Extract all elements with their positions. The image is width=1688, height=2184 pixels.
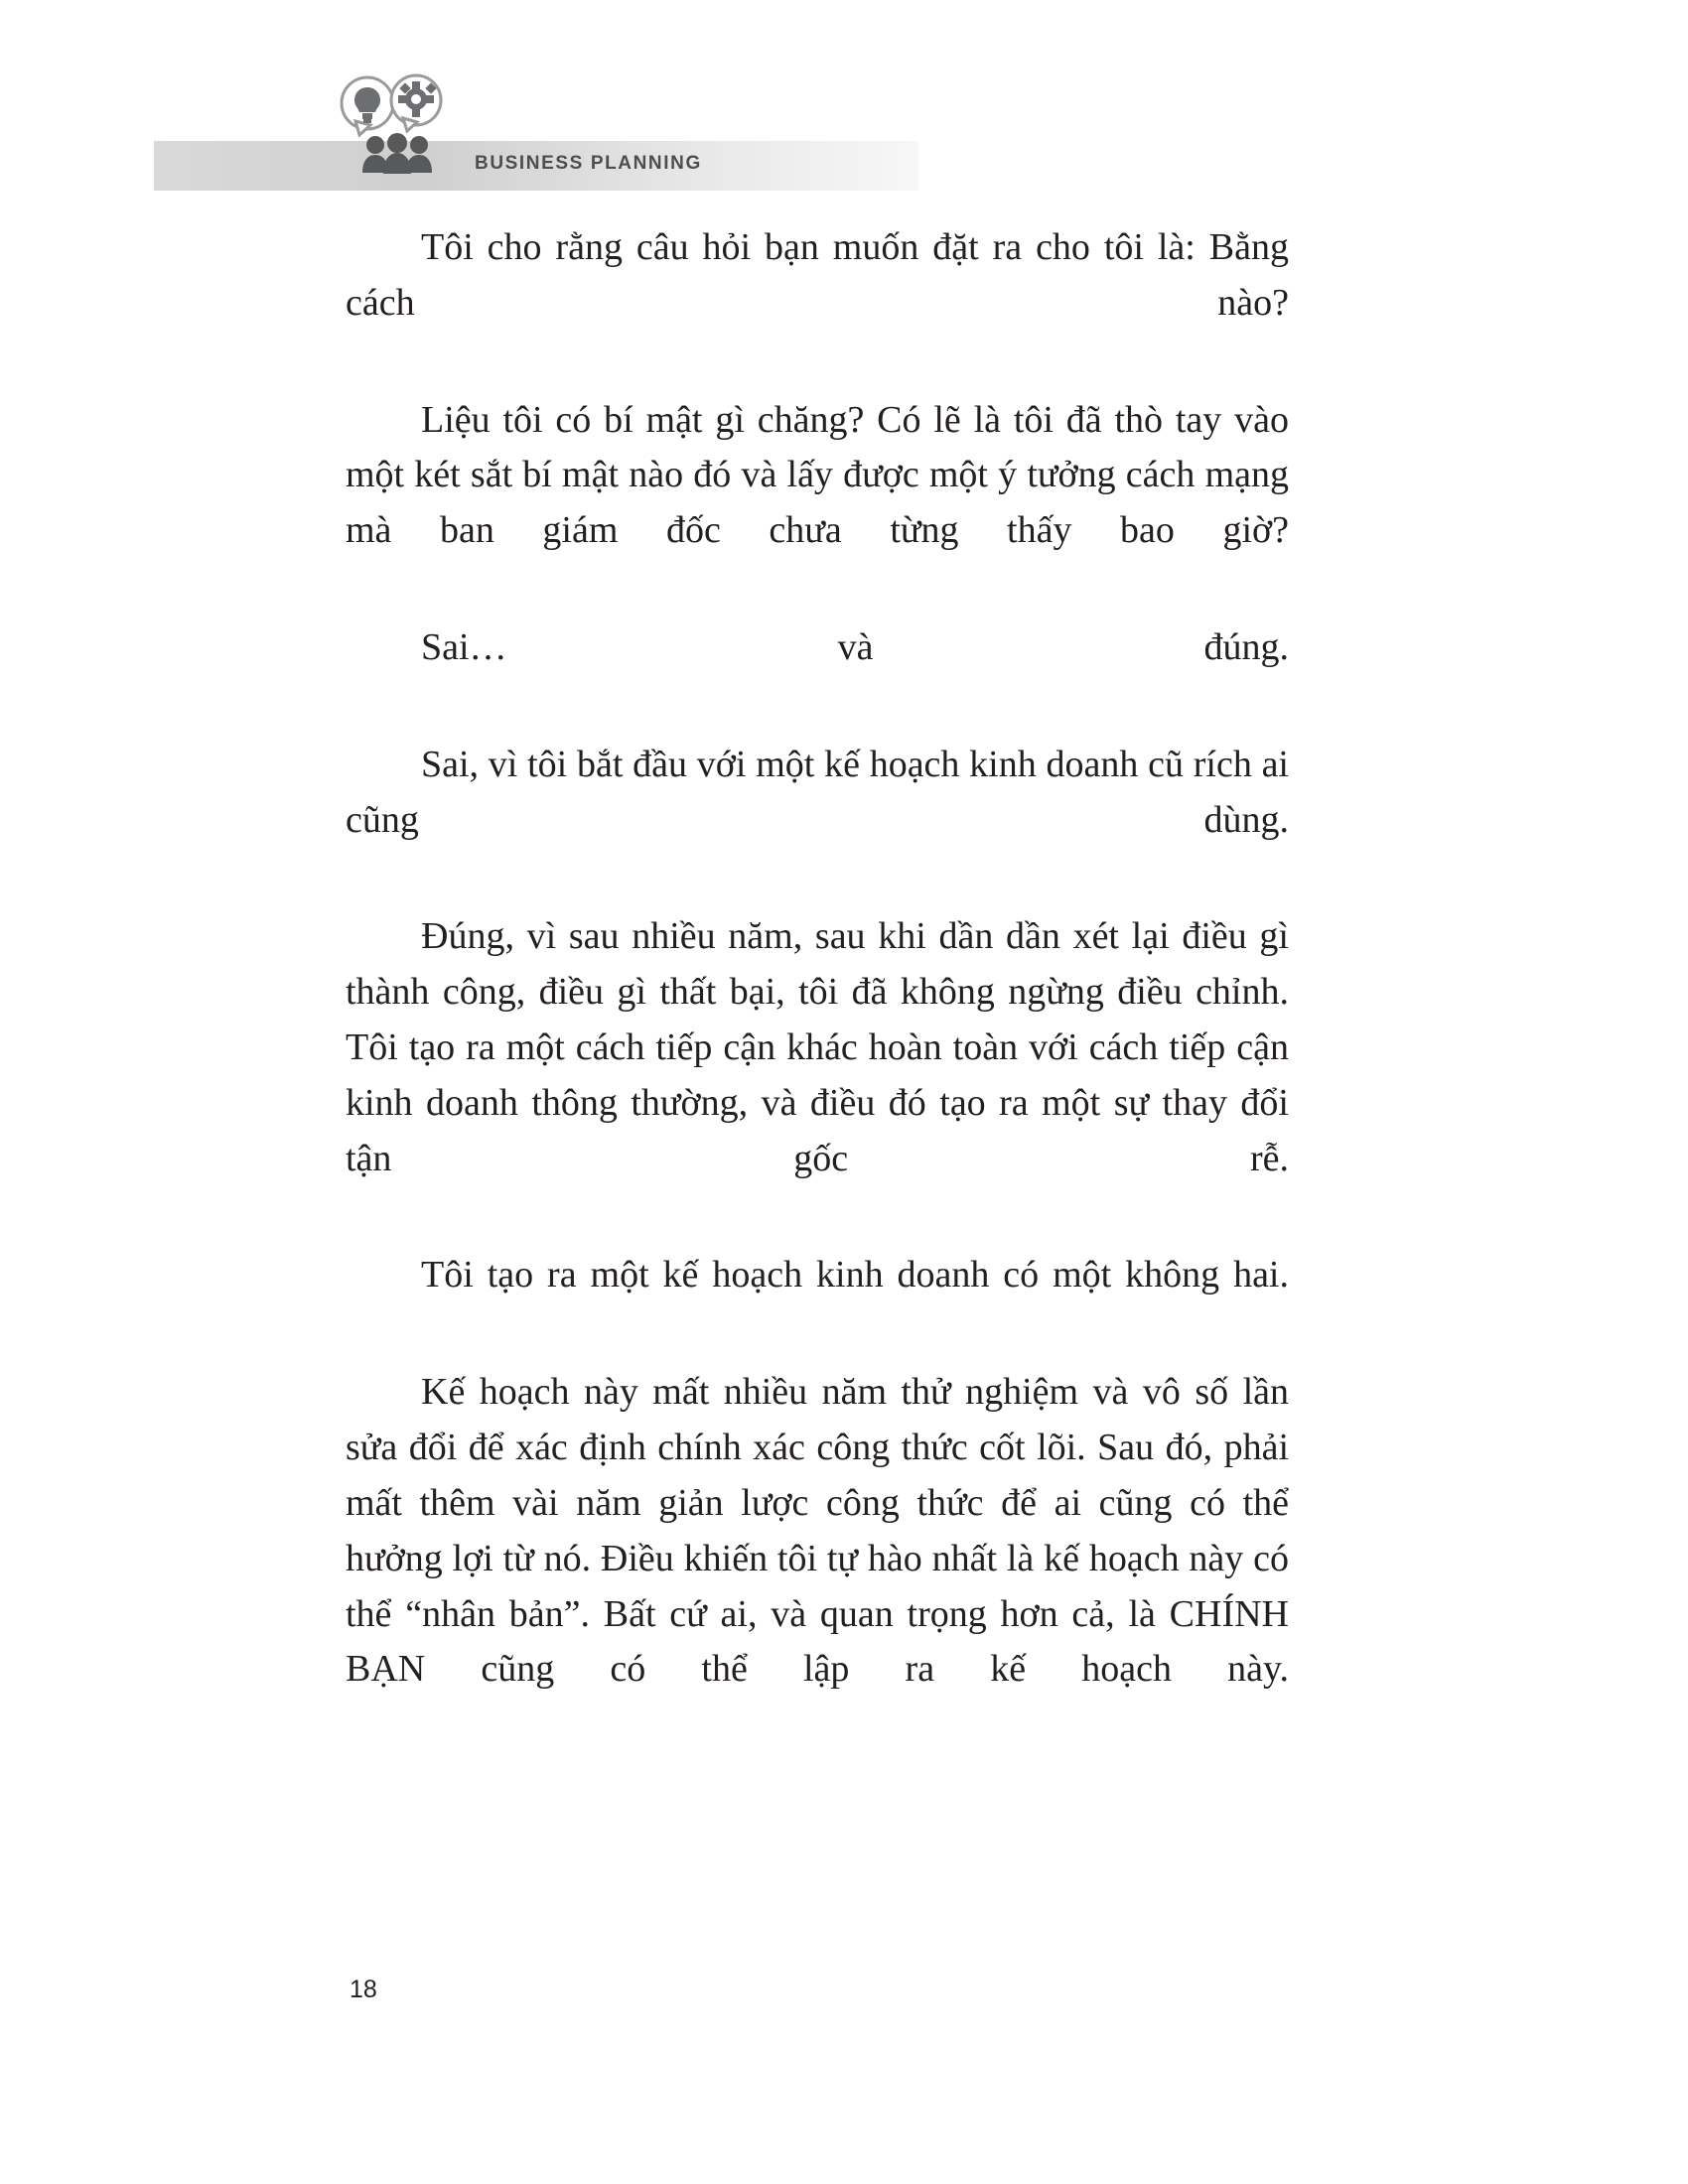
gear-icon <box>391 75 441 131</box>
body-text <box>346 220 1289 1759</box>
paragraph: Tôi tạo ra một kế hoạch kinh doanh có một không hai. <box>421 1254 1289 1297</box>
people-icon <box>362 133 432 174</box>
paragraph: Sai, vì tôi bắt đầu với một kế hoạch kinh doanh cũ rích ai cũng dùng. <box>346 743 1289 841</box>
paragraph: Kế hoạch này mất nhiều năm thử nghiệm và vô số lần sửa đổi để xác định chính xác công thức cốt lõi. Sau đó, phải mất thêm vài năm giản lược công thức để ai cũng có thể hưởng lợi từ nó. Điều khiến tôi tự hào nhất là kế hoạch này có thể “nhân bản”. Bất cứ ai, và quan trọng hơn cả, là CHÍNH BẠN cũng có thể lập ra kế hoạch này. <box>346 1371 1289 1691</box>
lightbulb-icon <box>342 77 393 135</box>
header-emblem <box>338 73 457 191</box>
paragraph: Liệu tôi có bí mật gì chăng? Có lẽ là tôi đã thò tay vào một két sắt bí mật nào đó và lấy được một ý tưởng cách mạng mà ban giám đốc chưa từng thấy bao giờ? <box>346 398 1289 552</box>
paragraph: Tôi cho rằng câu hỏi bạn muốn đặt ra cho tôi là: Bằng cách nào? <box>346 226 1289 324</box>
paragraph: Sai… và đúng. <box>421 626 1289 669</box>
page-number: 18 <box>350 1976 377 2003</box>
paragraph: Đúng, vì sau nhiều năm, sau khi dần dần xét lại điều gì thành công, điều gì thất bại, tôi đã không ngừng điều chỉnh. Tôi tạo ra một cách tiếp cận khác hoàn toàn với cách tiếp cận kinh doanh thông thường, và điều đó tạo ra một sự thay đổi tận gốc rễ. <box>346 915 1289 1179</box>
running-header-title: BUSINESS PLANNING <box>475 153 702 174</box>
